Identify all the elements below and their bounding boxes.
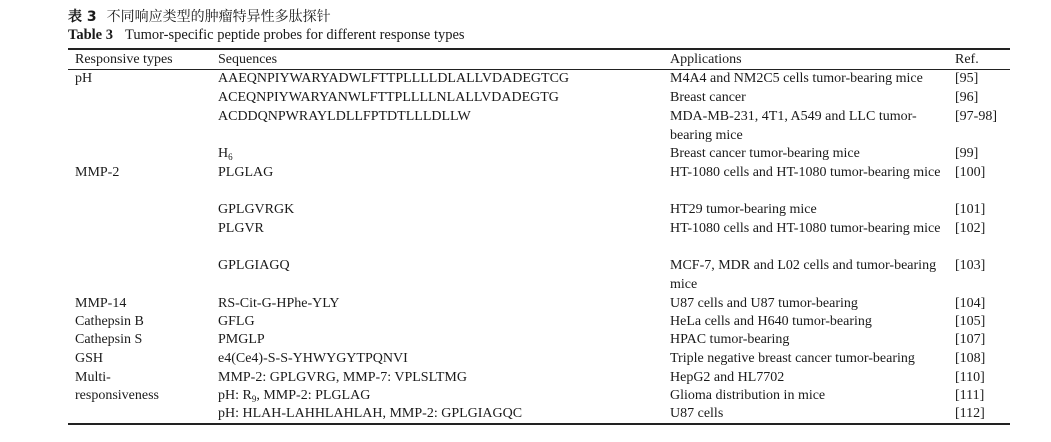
cell-application: MDA-MB-231, 4T1, A549 and LLC tumor-bearing mice [670,109,917,143]
header-ref: Ref. [955,52,979,67]
cell-sequence: MMP-2: GPLGVRG, MMP-7: VPLSLTMG [218,370,467,385]
header-applications: Applications [670,52,742,67]
sequence-text: H [218,146,229,161]
table-title-chinese: 不同响应类型的肿瘤特异性多肽探针 [106,9,331,25]
cell-type: pH [75,71,93,86]
cell-application: HeLa cells and H640 tumor-bearing [670,314,872,329]
cell-sequence: PLGVR [218,221,264,236]
cell-type: MMP-2 [75,165,120,180]
cell-type: Cathepsin S [75,332,143,347]
sequence-text: pH: R [218,388,252,403]
table-caption-english [68,27,465,44]
cell-application: HT-1080 cells and HT-1080 tumor-bearing mice [670,165,941,180]
cell-sequence: RS-Cit-G-HPhe-YLY [218,296,340,311]
cell-sequence: ACEQNPIYWARYANWLFTTPLLLLNLALLVDADEGTG [218,90,559,105]
cell-sequence [218,145,233,164]
cell-application: U87 cells [670,406,724,421]
cell-application: M4A4 and NM2C5 cells tumor-bearing mice [670,71,923,86]
cell-sequence: PMGLP [218,332,265,347]
cell-application: HPAC tumor-bearing [670,332,790,347]
table-label-english: Table 3 [68,27,113,43]
cell-sequence [218,387,370,406]
cell-sequence: GPLGVRGK [218,202,295,217]
table-caption-chinese [68,6,331,26]
cell-ref: [95] [955,71,979,86]
cell-type: Cathepsin B [75,314,144,329]
cell-ref: [112] [955,406,985,421]
header-responsive-types: Responsive types [75,52,173,67]
cell-ref: [108] [955,351,986,366]
cell-ref: [110] [955,370,985,385]
table-label-chinese: 表 3 [68,9,97,25]
cell-ref: [105] [955,314,986,329]
cell-application: Breast cancer tumor-bearing mice [670,146,860,161]
cell-application: HepG2 and HL7702 [670,370,785,385]
cell-ref: [96] [955,90,979,105]
table-top-rule [68,48,1010,50]
cell-application: Breast cancer [670,90,746,105]
cell-ref: [102] [955,221,986,236]
cell-application: MCF-7, MDR and L02 cells and tumor-bearing mice [670,258,937,292]
cell-application: Triple negative breast cancer tumor-bearing [670,351,915,366]
cell-application: HT-1080 cells and HT-1080 tumor-bearing mice [670,221,941,236]
sequence-subscript: 9 [251,394,257,404]
cell-sequence: GPLGIAGQ [218,258,290,273]
cell-application: HT29 tumor-bearing mice [670,202,817,217]
sequence-subscript: 6 [228,152,233,162]
cell-type: MMP-14 [75,296,127,311]
cell-application: U87 cells and U87 tumor-bearing [670,296,858,311]
cell-ref: [103] [955,258,986,273]
cell-ref: [101] [955,202,986,217]
table-title-english: Tumor-specific peptide probes for different response types [125,27,465,43]
header-sequences: Sequences [218,52,278,67]
cell-ref: [100] [955,165,986,180]
cell-sequence: e4(Ce4)-S-S-YHWYGYTPQNVI [218,351,408,366]
cell-sequence: GFLG [218,314,255,329]
cell-type: responsiveness [75,388,159,403]
cell-application: Glioma distribution in mice [670,388,826,403]
cell-type: Multi- [75,370,111,385]
sequence-text-after: , MMP-2: PLGLAG [256,388,371,403]
cell-ref: [99] [955,146,979,161]
cell-ref: [107] [955,332,986,347]
cell-ref: [97-98] [955,109,997,124]
cell-sequence: AAEQNPIYWARYADWLFTTPLLLLDLALLVDADEGTCG [218,71,570,86]
cell-ref: [104] [955,296,986,311]
cell-ref: [111] [955,388,985,403]
cell-sequence: PLGLAG [218,165,274,180]
cell-sequence: ACDDQNPWRAYLDLLFPTDTLLLDLLW [218,109,471,124]
cell-type: GSH [75,351,104,366]
cell-sequence: pH: HLAH-LAHHLAHLAH, MMP-2: GPLGIAGQC [218,406,523,421]
